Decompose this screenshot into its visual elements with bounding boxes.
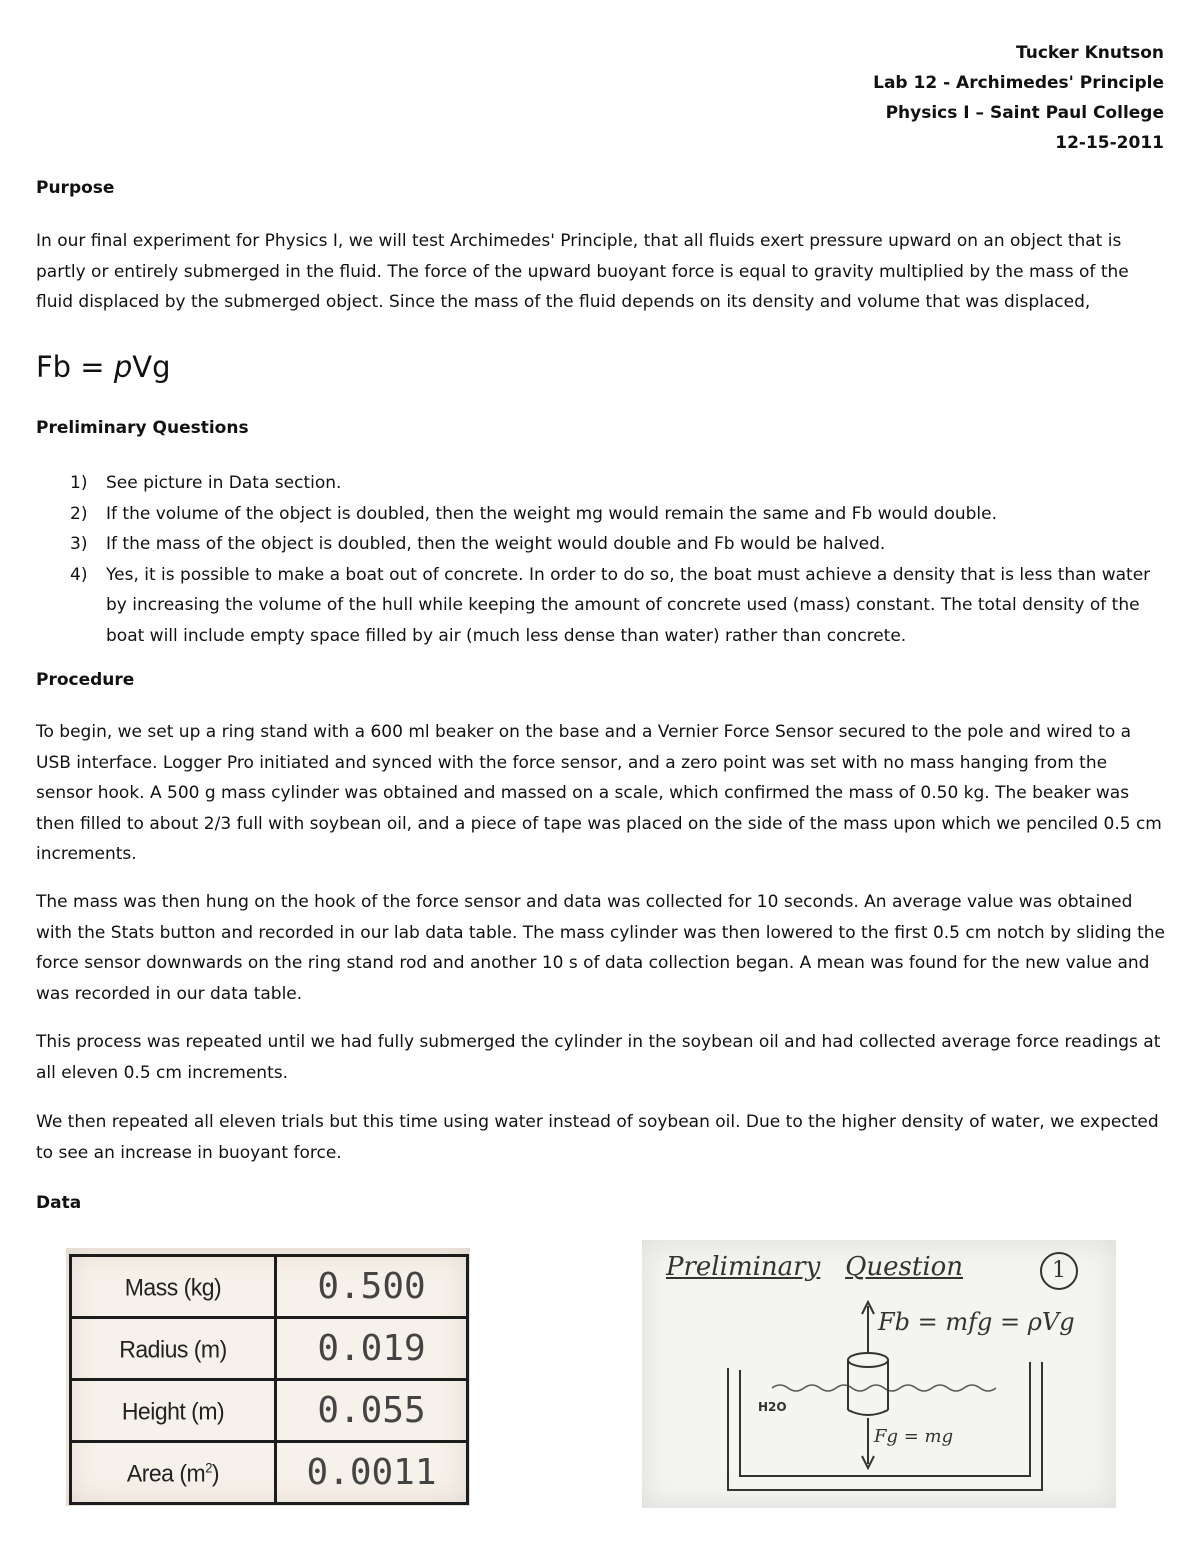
list-item-text: If the mass of the object is doubled, then the weight would double and Fb would be halved. [106, 534, 886, 554]
course-name: Physics I – Saint Paul College [885, 103, 1164, 123]
list-item-number: 2) [70, 503, 88, 524]
table-row [71, 1256, 468, 1318]
list-item-text: See picture in Data section. [106, 473, 342, 493]
procedure-paragraph-3: This process was repeated until we had fully submerged the cylinder in the soybean oil and had collected average force readings at all eleven 0.5 cm increments. [36, 1032, 1161, 1083]
area-label-prefix: Area (m [126, 1458, 206, 1486]
area-label-suffix: ) [211, 1458, 220, 1486]
table-value: 0.055 [276, 1380, 468, 1442]
fluid-label: H2O [758, 1400, 787, 1414]
measurement-table [69, 1254, 469, 1505]
list-item-text: If the volume of the object is doubled, then the weight mg would remain the same and Fb would double. [106, 503, 997, 524]
sketch-title [666, 1252, 963, 1282]
sketch-title-word-1: Preliminary [666, 1252, 821, 1282]
formula-density-symbol: p [113, 350, 133, 384]
preliminary-heading: Preliminary Questions [36, 418, 249, 438]
purpose-paragraph: In our final experiment for Physics I, we will test Archimedes' Principle, that all fluids exert pressure upward on an object that is partly or entirely submerged in the fluid. The force of the upward buoyant force is equal to gravity multiplied by the mass of the fluid displaced by the submerged object. Since the mass of the fluid depends on its density and volume that was displaced, [36, 231, 1129, 312]
table-row [71, 1442, 468, 1504]
table-row [71, 1318, 468, 1380]
buoyant-force-label: Fb = mfg = ρVg [878, 1308, 1075, 1336]
formula-rhs: Vg [132, 350, 171, 384]
gravity-force-label: Fg = mg [874, 1426, 954, 1447]
table-label [71, 1440, 276, 1505]
list-item-text: Yes, it is possible to make a boat out of concrete. In order to do so, the boat must achieve a density that is less than water by increasing the volume of the hull while keeping the amount of concrete used (mass) constant. The total density of the boat will include empty space filled by air (much less dense than water) rather than concrete. [106, 564, 1151, 646]
table-value: 0.019 [276, 1318, 468, 1380]
author-name: Tucker Knutson [1016, 43, 1164, 63]
lab-title: Lab 12 - Archimedes' Principle [873, 73, 1164, 93]
sketch-title-word-2: Question [845, 1252, 964, 1282]
free-body-sketch-photo [642, 1240, 1116, 1508]
list-item [36, 468, 1166, 499]
buoyancy-formula [36, 350, 171, 384]
data-heading: Data [36, 1193, 82, 1213]
list-item [36, 529, 1166, 560]
list-item-number: 1) [70, 473, 88, 493]
list-item-number: 3) [70, 534, 88, 554]
data-table-photo [66, 1248, 470, 1506]
table-label: Height (m) [71, 1378, 276, 1443]
purpose-heading: Purpose [36, 178, 115, 198]
document-header [873, 38, 1164, 158]
water-surface-line [772, 1385, 996, 1391]
list-item-number: 4) [70, 564, 88, 585]
container-inner-outline [740, 1362, 1030, 1476]
list-item [36, 560, 1166, 652]
procedure-paragraph-1: To begin, we set up a ring stand with a 600 ml beaker on the base and a Vernier Force Sensor secured to the pole and wired to a USB interface. Logger Pro initiated and synced with the force sensor, and a zero point was set with no mass hanging from the sensor hook. A 500 g mass cylinder was obtained and massed on a scale, which confirmed the mass of 0.50 kg. The beaker was then filled to about 2/3 full with soybean oil, and a piece of tape was placed on the side of the mass upon which we penciled 0.5 cm increments. [36, 722, 1162, 864]
table-value: 0.0011 [276, 1442, 468, 1504]
procedure-heading: Procedure [36, 670, 135, 690]
cylinder-top [848, 1353, 888, 1367]
formula-lhs: Fb = [36, 350, 114, 384]
report-date: 12-15-2011 [1055, 133, 1164, 153]
table-label: Radius (m) [71, 1316, 276, 1381]
cylinder-bottom [848, 1410, 888, 1415]
sketch-question-number: 1 [1040, 1252, 1078, 1290]
table-row [71, 1380, 468, 1442]
area-label-exponent: 2 [205, 1458, 212, 1475]
table-label: Mass (kg) [71, 1254, 276, 1319]
preliminary-question-list [36, 468, 1166, 651]
procedure-paragraph-4: We then repeated all eleven trials but this time using water instead of soybean oil. Due to the higher density of water, we expected to see an increase in buoyant force. [36, 1112, 1159, 1163]
list-item [36, 499, 1166, 530]
procedure-paragraph-2: The mass was then hung on the hook of the force sensor and data was collected for 10 seconds. An average value was obtained with the Stats button and recorded in our lab data table. The mass cylinder was then lowered to the first 0.5 cm notch by sliding the force sensor downwards on the ring stand rod and another 10 s of data collection began. A mean was found for the new value and was recorded in our data table. [36, 892, 1166, 1004]
table-value: 0.500 [276, 1256, 468, 1318]
